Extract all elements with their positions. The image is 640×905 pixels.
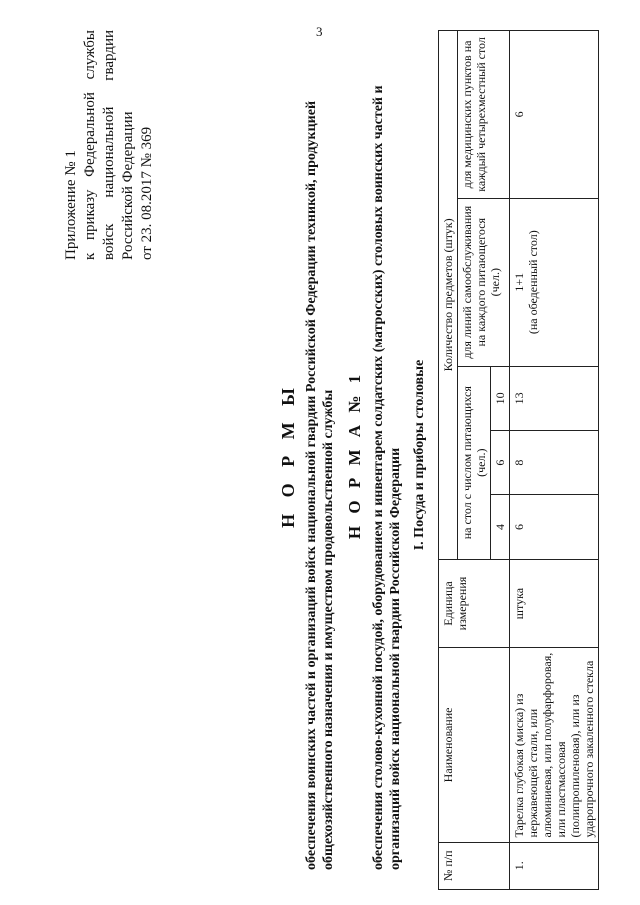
table-row xyxy=(510,31,599,890)
self-service-value: 1+1 xyxy=(512,272,526,292)
header-medical: для медицинских пунктов на каждый четырехместный стол xyxy=(458,31,510,199)
cell-value-6: 8 xyxy=(510,430,599,494)
cell-name: Тарелка глубокая (миска) из нержавеющей стали, или алюминиевая, или полуфарфоровая, или пластмассовая (полипропиленовая), или из ударопрочного закаленного стекла xyxy=(510,648,599,842)
header-name: Наименование xyxy=(439,648,510,842)
document-title: Н О Р М Ы xyxy=(278,382,298,528)
header-col-4: 4 xyxy=(491,495,510,559)
self-service-note: (на обеденный стол) xyxy=(526,230,540,335)
cell-medical: 6 xyxy=(510,31,599,199)
approval-line: от 23. 08.2017 № 369 xyxy=(139,126,155,260)
approval-line: к приказу Федеральной службы xyxy=(82,30,98,260)
cell-value-10: 13 xyxy=(510,366,599,430)
norm-title: Н О Р М А № 1 xyxy=(345,370,364,540)
cell-no: 1. xyxy=(510,842,599,889)
cell-unit: штука xyxy=(510,559,599,648)
header-no: № п/п xyxy=(439,842,510,889)
header-col-10: 10 xyxy=(491,366,510,430)
section-title: I. Посуда и приборы столовые xyxy=(412,359,427,551)
approval-line: войск национальной гвардии xyxy=(101,30,117,260)
cell-self-service xyxy=(510,198,599,366)
document-subtitle: обеспечения воинских частей и организаций войск национальной гвардии Российской Федерации техникой, продукцией общехозяйственного назначения и имуществом продовольственной службы xyxy=(304,100,336,870)
header-self-service: для линий самообслуживания на каждого питающегося (чел.) xyxy=(458,198,510,366)
header-unit: Единица измерения xyxy=(439,559,510,648)
page-number: 3 xyxy=(316,24,323,39)
cell-value-4: 6 xyxy=(510,495,599,559)
norms-table xyxy=(438,30,599,890)
header-per-table: на стол с числом питающихся (чел.) xyxy=(458,366,491,559)
header-quantity: Количество предметов (штук) xyxy=(439,31,458,560)
norm-subtitle: обеспечения столово-кухонной посудой, оборудованием и инвентарем солдатских (матросских) столовых воинских частей и организаций войск национальной гвардии Российской Федерации xyxy=(371,85,403,870)
rotated-content xyxy=(20,10,630,900)
header-col-6: 6 xyxy=(491,430,510,494)
approval-line: Российской Федерации xyxy=(120,111,136,260)
approval-line: Приложение № 1 xyxy=(63,150,79,260)
approval-block xyxy=(62,30,157,260)
